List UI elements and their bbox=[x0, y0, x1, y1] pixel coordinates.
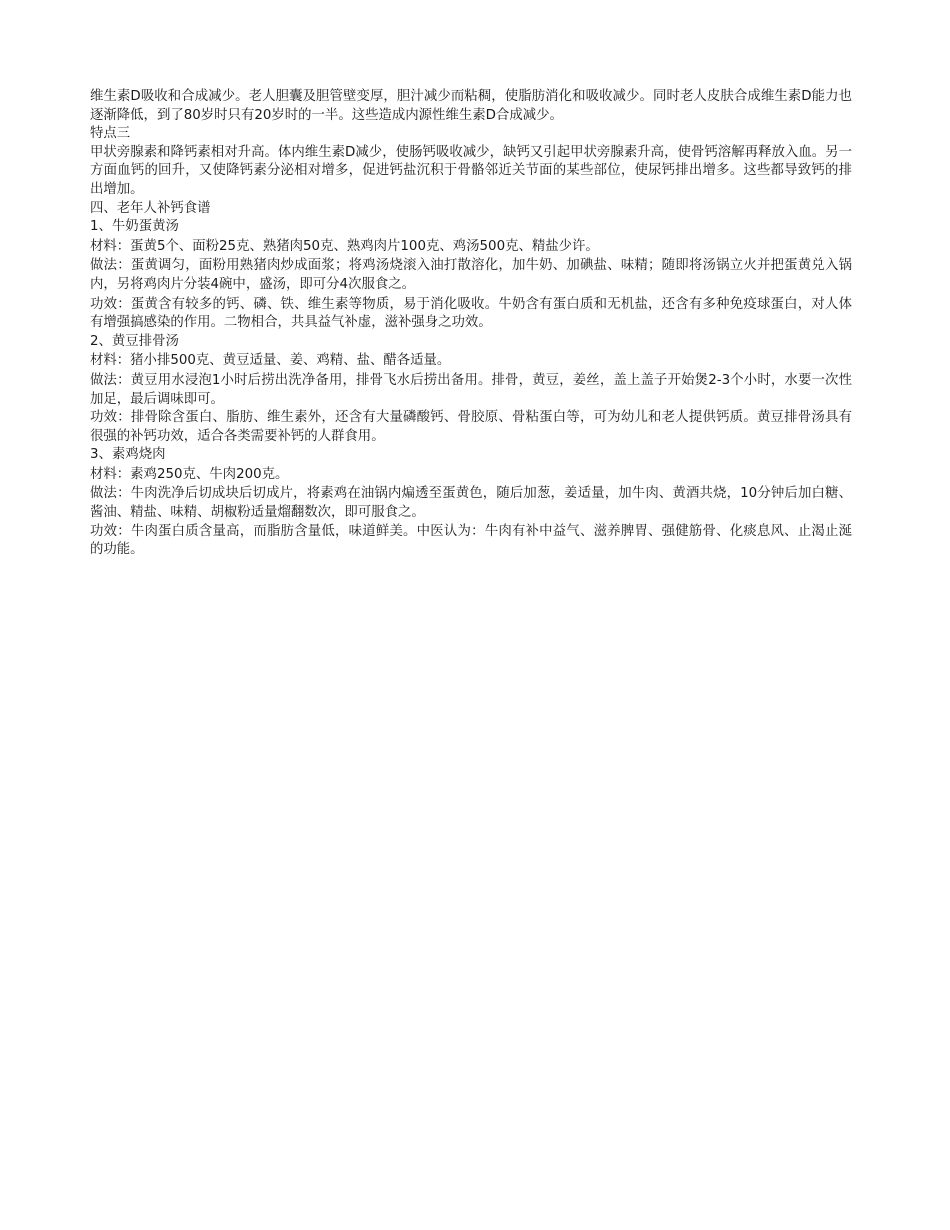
heading-feature-three: 特点三 bbox=[90, 126, 131, 142]
recipe-1-method: 做法：蛋黄调匀，面粉用熟猪肉炒成面浆；将鸡汤烧滚入油打散溶化，加牛奶、加碘盐、味精；随即将汤锅立火并把蛋黄兑入锅内，另将鸡肉片分装4碗中，盛汤，即可分4次服食之。 bbox=[90, 258, 852, 292]
recipe-1-benefits: 功效：蛋黄含有较多的钙、磷、铁、维生素等物质，易于消化吸收。牛奶含有蛋白质和无机盐，还含有多种免疫球蛋白，对人体有增强搞感染的作用。二物相合，共具益气补虚，滋补强身之功效。 bbox=[90, 296, 852, 331]
paragraph-vitamin-d: 维生素D吸收和合成减少。老人胆囊及胆管壁变厚，胆汁减少而粘稠，使脂肪消化和吸收减少。同时老人皮肤合成维生素D能力也逐渐降低，到了80岁时只有20岁时的一半。这些造成内源性维生素D合成减少。 bbox=[90, 89, 852, 123]
heading-recipe-3: 3、素鸡烧肉 bbox=[90, 447, 166, 463]
document-page bbox=[90, 88, 852, 560]
recipe-2-method: 做法：黄豆用水浸泡1小时后捞出洗净备用，排骨飞水后捞出备用。排骨，黄豆，姜丝，盖上盖子开始煲2-3个小时，水要一次性加足，最后调味即可。 bbox=[90, 372, 852, 407]
heading-recipe-1: 1、牛奶蛋黄汤 bbox=[90, 219, 179, 235]
recipe-1-ingredients: 材料：蛋黄5个、面粉25克、熟猪肉50克、熟鸡肉片100克、鸡汤500克、精盐少许。 bbox=[90, 238, 599, 254]
recipe-2-benefits: 功效：排骨除含蛋白、脂肪、维生素外，还含有大量磷酸钙、骨胶原、骨粘蛋白等，可为幼儿和老人提供钙质。黄豆排骨汤具有很强的补钙功效，适合各类需要补钙的人群食用。 bbox=[90, 410, 852, 444]
recipe-2-ingredients: 材料：猪小排500克、黄豆适量、姜、鸡精、盐、醋各适量。 bbox=[90, 353, 451, 369]
recipe-3-method: 做法：牛肉洗净后切成块后切成片，将素鸡在油锅内煸透至蛋黄色，随后加葱，姜适量，加牛肉、黄酒共烧，10分钟后加白糖、酱油、精盐、味精、胡椒粉适量熘翻数次，即可服食之。 bbox=[90, 486, 852, 521]
recipe-3-benefits: 功效：牛肉蛋白质含量高，而脂肪含量低，味道鲜美。中医认为：牛肉有补中益气、滋养脾胃、强健筋骨、化痰息风、止渴止涎的功能。 bbox=[90, 523, 852, 558]
heading-recipe-2: 2、黄豆排骨汤 bbox=[90, 333, 179, 349]
paragraph-parathyroid: 甲状旁腺素和降钙素相对升高。体内维生素D减少，使肠钙吸收减少，缺钙又引起甲状旁腺素升高，使骨钙溶解再释放入血。另一方面血钙的回升，又使降钙素分泌相对增多，促进钙盐沉积于骨骼邻近关节面的某些部位，使尿钙排出增多。这些都导致钙的排出增加。 bbox=[90, 144, 852, 197]
recipe-3-ingredients: 材料：素鸡250克、牛肉200克。 bbox=[90, 466, 289, 482]
heading-calcium-recipes: 四、老年人补钙食谱 bbox=[90, 200, 211, 216]
